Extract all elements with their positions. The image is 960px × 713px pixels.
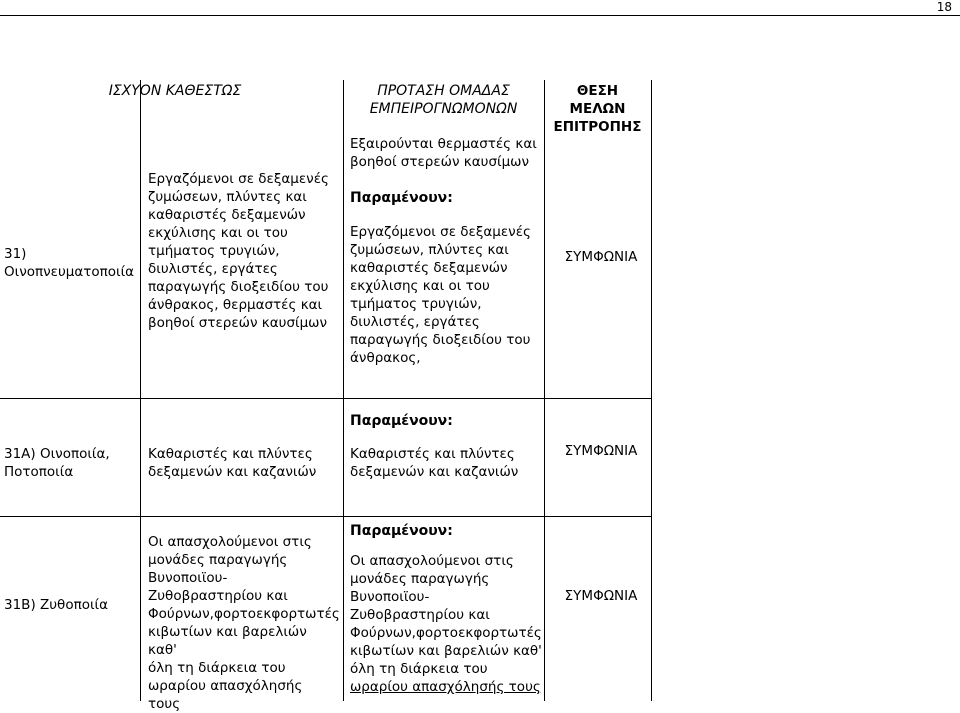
text-line: διυλιστές, εργάτες: [148, 261, 278, 277]
row-code-line: Ποτοποιία: [4, 464, 74, 480]
row-code-line: 31Β) Ζυθοποιία: [4, 597, 108, 613]
column-divider: [343, 80, 344, 701]
proposal-text: [350, 522, 545, 696]
row-code: [4, 245, 135, 281]
text-line: μονάδες παραγωγής: [350, 571, 490, 587]
row-divider: [0, 516, 651, 517]
header-current-regime: ΙΣΧΥΟΝ ΚΑΘΕΣΤΩΣ: [108, 83, 242, 99]
committee-position: ΣΥΜΦΩΝΙΑ: [564, 443, 638, 459]
text-line: άνθρακος, θερμαστές και: [148, 297, 323, 313]
text-line: Βυνοποιϊου-: [148, 570, 228, 586]
text-line: παραγωγής διοξειδίου του: [350, 332, 531, 348]
text-line: Φούρνων,φορτοεκφορτωτές: [148, 606, 340, 622]
text-line: μονάδες παραγωγής: [148, 552, 288, 568]
row-code-line: 31): [4, 246, 27, 262]
text-line: παραγωγής διοξειδίου του: [148, 279, 329, 295]
text-line: άνθρακος,: [350, 350, 421, 366]
header-proposal-line1: ΠΡΟΤΑΣΗ ΟΜΑΔΑΣ: [377, 83, 510, 99]
text-line: Καθαριστές και πλύντες: [148, 446, 313, 462]
text-line: διυλιστές, εργάτες: [350, 314, 480, 330]
text-line: δεξαμενών και καζανιών: [350, 464, 519, 480]
text-line: Εργαζόμενοι σε δεξαμενές: [148, 171, 329, 187]
text-line: κιβωτίων και βαρελιών καθ': [350, 643, 542, 659]
text-line: Φούρνων,φορτοεκφορτωτές: [350, 625, 542, 641]
text-line: εκχύλισης και οι του: [148, 225, 288, 241]
text-line: κιβωτίων και βαρελιών καθ': [148, 624, 307, 658]
text-line: ζυμώσεων, πλύντες και: [148, 189, 307, 205]
text-line: Βυνοποιϊου-: [350, 589, 430, 605]
text-line: Καθαριστές και πλύντες: [350, 446, 515, 462]
text-line: τμήματος τρυγιών,: [350, 296, 482, 312]
header-rule: [0, 15, 960, 16]
text-line: βοηθοί στερεών καυσίμων: [148, 315, 328, 331]
text-line: τμήματος τρυγιών,: [148, 243, 280, 259]
current-regime-text: [148, 533, 338, 713]
row-divider: [0, 398, 651, 399]
current-regime-text: [148, 445, 338, 481]
page-number: 18: [936, 0, 952, 14]
column-divider: [651, 80, 652, 701]
header-position-line3: ΕΠΙΤΡΟΠΗΣ: [553, 119, 642, 135]
text-line: ωραρίου απασχόλησής τους: [148, 678, 303, 712]
column-divider: [140, 80, 141, 701]
text-line: καθαριστές δεξαμενών: [148, 207, 306, 223]
text-line: Ζυθοβραστηρίου και: [350, 607, 490, 623]
row-code-line: Οινοπνευματοποιία: [4, 264, 135, 280]
text-line: καθαριστές δεξαμενών: [350, 260, 508, 276]
row-code-line: 31Α) Οινοποιία,: [4, 446, 110, 462]
proposal-text: [350, 135, 545, 367]
text-line: όλη τη διάρκεια του: [350, 661, 488, 677]
text-line: Οι απασχολούμενοι στις: [148, 534, 312, 550]
text-line: Ζυθοβραστηρίου και: [148, 588, 288, 604]
header-position-line1: ΘΕΣΗ: [576, 83, 619, 99]
text-line: Οι απασχολούμενοι στις: [350, 553, 514, 569]
header-expert-proposal: [343, 82, 544, 118]
row-code: [4, 596, 132, 614]
committee-position: ΣΥΜΦΩΝΙΑ: [564, 249, 638, 265]
text-line: εκχύλισης και οι του: [350, 278, 490, 294]
remain-label: Παραμένουν:: [350, 190, 453, 206]
text-line: δεξαμενών και καζανιών: [148, 464, 317, 480]
text-line: βοηθοί στερεών καυσίμων: [350, 154, 530, 170]
header-proposal-line2: ΕΜΠΕΙΡΟΓΝΩΜΟΝΩΝ: [369, 101, 518, 117]
header-committee-position: [544, 82, 651, 136]
text-line: ωραρίου απασχόλησής τους: [350, 679, 541, 695]
text-line: όλη τη διάρκεια του: [148, 660, 286, 676]
committee-position: ΣΥΜΦΩΝΙΑ: [564, 588, 638, 604]
header-position-line2: ΜΕΛΩΝ: [569, 101, 626, 117]
remain-label: Παραμένουν:: [350, 413, 453, 429]
current-regime-text: [148, 170, 338, 332]
row-code: [4, 445, 132, 481]
proposal-text: [350, 412, 545, 481]
text-line: ζυμώσεων, πλύντες και: [350, 242, 509, 258]
text-line: Εργαζόμενοι σε δεξαμενές: [350, 224, 531, 240]
text-line: Εξαιρούνται θερμαστές και: [350, 136, 537, 152]
remain-label: Παραμένουν:: [350, 523, 453, 539]
